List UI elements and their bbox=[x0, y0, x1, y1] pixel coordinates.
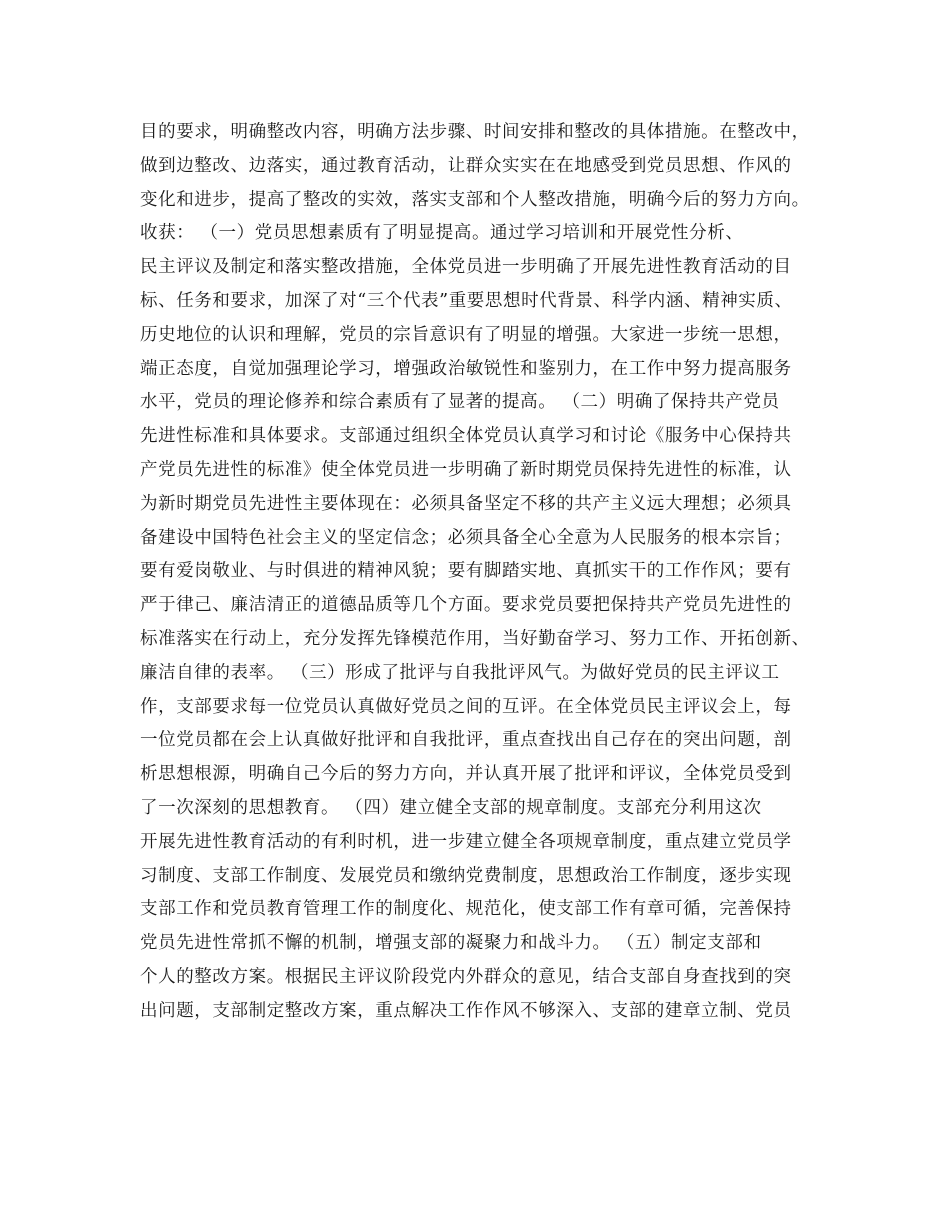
text-line: 习制度、支部工作制度、发展党员和缴纳党费制度，思想政治工作制度，逐步实现 bbox=[140, 865, 792, 886]
text-line: 历史地位的认识和理解，党员的宗旨意识有了明显的增强。大家进一步统一思想， bbox=[140, 324, 792, 345]
text-line: 作，支部要求每一位党员认真做好党员之间的互评。在全体党员民主评议会上，每 bbox=[140, 696, 792, 717]
text-line: 出问题，支部制定整改方案，重点解决工作作风不够深入、支部的建章立制、党员 bbox=[140, 1000, 792, 1021]
text-line: 标准落实在行动上，充分发挥先锋模范作用，当好勤奋学习、努力工作、开拓创新、 bbox=[140, 628, 810, 649]
text-line: 做到边整改、边落实，通过教育活动，让群众实实在在地感受到党员思想、作风的 bbox=[140, 155, 792, 176]
text-line: 先进性标准和具体要求。支部通过组织全体党员认真学习和讨论《服务中心保持共 bbox=[140, 426, 792, 447]
text-line: 收获： （一）党员思想素质有了明显提高。通过学习培训和开展党性分析、 bbox=[140, 223, 744, 244]
text-line: 标、任务和要求，加深了对“三个代表”重要思想时代背景、科学内涵、精神实质、 bbox=[140, 290, 793, 311]
text-line: 析思想根源，明确自己今后的努力方向，并认真开展了批评和评议，全体党员受到 bbox=[140, 764, 792, 785]
text-line: 了一次深刻的思想教育。 （四）建立健全支部的规章制度。支部充分利用这次 bbox=[140, 797, 762, 818]
text-line: 个人的整改方案。根据民主评议阶段党内外群众的意见，结合支部自身查找到的突 bbox=[140, 966, 792, 987]
text-line: 水平，党员的理论修养和综合素质有了显著的提高。 （二）明确了保持共产党员 bbox=[140, 392, 780, 413]
text-line: 党员先进性常抓不懈的机制，增强支部的凝聚力和战斗力。 （五）制定支部和 bbox=[140, 933, 762, 954]
text-line: 目的要求，明确整改内容，明确方法步骤、时间安排和整改的具体措施。在整改中， bbox=[140, 122, 810, 142]
text-line: 廉洁自律的表率。 （三）形成了批评与自我批评风气。为做好党员的民主评议工 bbox=[140, 662, 780, 683]
text-line: 备建设中国特色社会主义的坚定信念；必须具备全心全意为人民服务的根本宗旨； bbox=[140, 527, 792, 548]
text-line: 产党员先进性的标准》使全体党员进一步明确了新时期党员保持先进性的标准，认 bbox=[140, 459, 792, 480]
text-line: 端正态度，自觉加强理论学习，增强政治敏锐性和鉴别力，在工作中努力提高服务 bbox=[140, 358, 792, 379]
text-line: 支部工作和党员教育管理工作的制度化、规范化，使支部工作有章可循，完善保持 bbox=[140, 899, 792, 920]
text-line: 一位党员都在会上认真做好批评和自我批评，重点查找出自己存在的突出问题，剖 bbox=[140, 730, 792, 751]
text-line: 要有爱岗敬业、与时俱进的精神风貌；要有脚踏实地、真抓实干的工作作风；要有 bbox=[140, 561, 792, 582]
text-line: 变化和进步，提高了整改的实效，落实支部和个人整改措施，明确今后的努力方向。 bbox=[140, 189, 810, 210]
text-line: 为新时期党员先进性主要体现在：必须具备坚定不移的共产主义远大理想；必须具 bbox=[140, 493, 792, 514]
text-line: 开展先进性教育活动的有利时机，进一步建立健全各项规章制度，重点建立党员学 bbox=[140, 831, 792, 852]
text-line: 严于律己、廉洁清正的道德品质等几个方面。要求党员要把保持共产党员先进性的 bbox=[140, 595, 792, 616]
body-text bbox=[140, 116, 830, 1029]
text-line: 民主评议及制定和落实整改措施，全体党员进一步明确了开展先进性教育活动的目 bbox=[140, 257, 792, 278]
